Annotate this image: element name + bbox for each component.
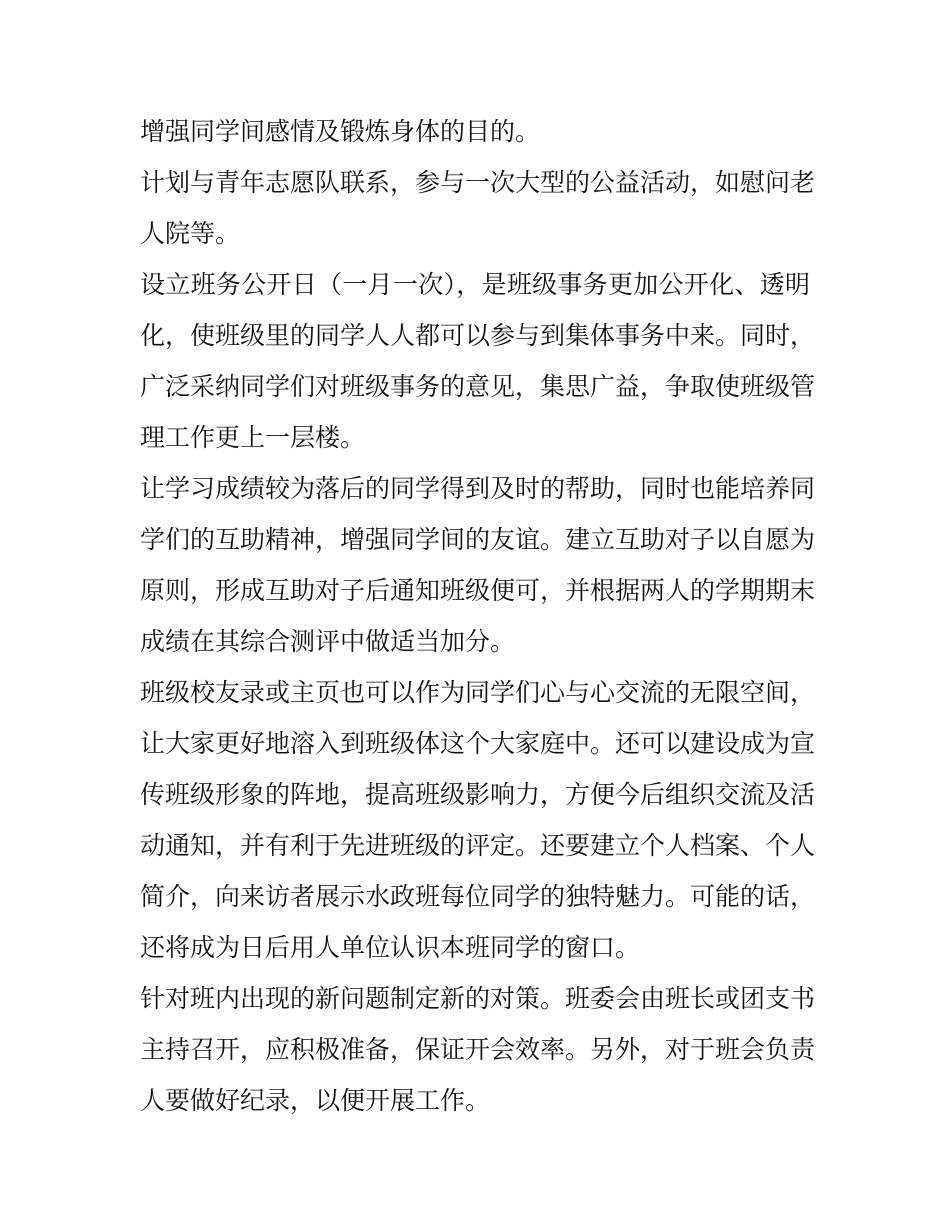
text-line: 设立班务公开日（一月一次），是班级事务更加公开化、透明 [140,270,810,299]
text-line: 让学习成绩较为落后的同学得到及时的帮助，同时也能培养同 [140,474,816,503]
text-line: 还将成为日后用人单位认识本班同学的窗口。 [140,933,641,962]
text-line: 简介，向来访者展示水政班每位同学的独特魅力。可能的话， [140,882,816,911]
text-line: 动通知，并有利于先进班级的评定。还要建立个人档案、个人 [140,831,816,860]
document-body-text [140,106,815,1126]
text-line: 化，使班级里的同学人人都可以参与到集体事务中来。同时， [140,321,816,350]
text-line: 原则，形成互助对子后通知班级便可，并根据两人的学期期末 [140,576,816,605]
text-line: 主持召开，应积极准备，保证开会效率。另外，对于班会负责 [140,1035,816,1064]
text-line: 学们的互助精神，增强同学间的友谊。建立互助对子以自愿为 [140,525,816,554]
text-line: 让大家更好地溶入到班级体这个大家庭中。还可以建设成为宣 [140,729,816,758]
text-line: 理工作更上一层楼。 [140,423,366,452]
text-line: 班级校友录或主页也可以作为同学们心与心交流的无限空间， [140,678,816,707]
text-line: 增强同学间感情及锻炼身体的目的。 [140,117,541,146]
text-line: 广泛采纳同学们对班级事务的意见，集思广益，争取使班级管 [140,372,816,401]
text-line: 传班级形象的阵地，提高班级影响力，方便今后组织交流及活 [140,780,816,809]
text-line: 计划与青年志愿队联系，参与一次大型的公益活动，如慰问老 [140,168,816,197]
text-line: 针对班内出现的新问题制定新的对策。班委会由班长或团支书 [140,984,816,1013]
text-line: 人院等。 [140,219,241,248]
text-line: 人要做好纪录，以便开展工作。 [140,1086,491,1115]
text-line: 成绩在其综合测评中做适当加分。 [140,627,516,656]
